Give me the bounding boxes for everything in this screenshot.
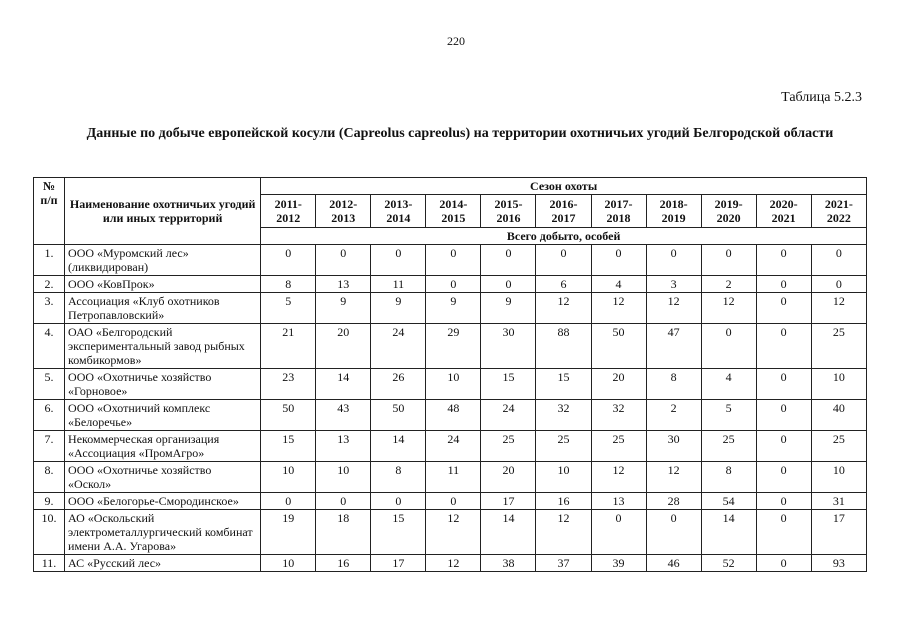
header-season-group: Сезон охоты: [261, 178, 867, 195]
table-header: [34, 178, 867, 245]
harvest-value: 12: [701, 293, 756, 324]
harvest-value: 4: [591, 276, 646, 293]
harvest-value: 10: [316, 462, 371, 493]
harvest-value: 0: [261, 245, 316, 276]
harvest-value: 0: [756, 400, 811, 431]
harvest-value: 12: [536, 510, 591, 555]
harvest-value: 43: [316, 400, 371, 431]
harvest-value: 25: [811, 431, 866, 462]
harvest-value: 28: [646, 493, 701, 510]
season-header: 2011-2012: [261, 195, 316, 228]
harvest-value: 24: [481, 400, 536, 431]
harvest-value: 9: [481, 293, 536, 324]
harvest-value: 0: [481, 276, 536, 293]
season-header: 2014-2015: [426, 195, 481, 228]
harvest-value: 5: [261, 293, 316, 324]
harvest-value: 0: [371, 493, 426, 510]
table-row: [34, 400, 867, 431]
harvest-value: 20: [481, 462, 536, 493]
table-row: [34, 431, 867, 462]
harvest-value: 24: [426, 431, 481, 462]
harvest-value: 32: [536, 400, 591, 431]
row-number: 8.: [34, 462, 65, 493]
harvest-value: 0: [756, 462, 811, 493]
header-number-line1: №: [42, 179, 56, 193]
harvest-value: 18: [316, 510, 371, 555]
harvest-value: 12: [646, 462, 701, 493]
organization-name: Ассоциация «Клуб охотников Петропавловский»: [65, 293, 261, 324]
harvest-value: 0: [756, 431, 811, 462]
harvest-value: 50: [261, 400, 316, 431]
harvest-value: 13: [591, 493, 646, 510]
harvest-value: 50: [371, 400, 426, 431]
harvest-value: 2: [646, 400, 701, 431]
harvest-value: 14: [316, 369, 371, 400]
organization-name: ООО «Белогорье-Смородинское»: [65, 493, 261, 510]
harvest-value: 30: [646, 431, 701, 462]
harvest-value: 25: [811, 324, 866, 369]
row-number: 10.: [34, 510, 65, 555]
harvest-value: 3: [646, 276, 701, 293]
harvest-value: 13: [316, 431, 371, 462]
row-number: 6.: [34, 400, 65, 431]
harvest-value: 10: [536, 462, 591, 493]
harvest-value: 25: [481, 431, 536, 462]
table-row: [34, 293, 867, 324]
harvest-value: 39: [591, 555, 646, 572]
table-row: [34, 324, 867, 369]
header-number-cell: [34, 178, 65, 245]
harvest-value: 25: [701, 431, 756, 462]
harvest-value: 8: [371, 462, 426, 493]
harvest-value: 0: [756, 293, 811, 324]
harvest-value: 19: [261, 510, 316, 555]
harvest-value: 0: [316, 245, 371, 276]
organization-name: ООО «КовПрок»: [65, 276, 261, 293]
harvest-value: 2: [701, 276, 756, 293]
harvest-value: 15: [481, 369, 536, 400]
table-row: [34, 555, 867, 572]
harvest-value: 0: [646, 510, 701, 555]
harvest-value: 6: [536, 276, 591, 293]
harvest-value: 40: [811, 400, 866, 431]
harvest-value: 0: [481, 245, 536, 276]
harvest-value: 24: [371, 324, 426, 369]
harvest-value: 0: [756, 493, 811, 510]
harvest-value: 0: [756, 555, 811, 572]
table-row: [34, 493, 867, 510]
harvest-value: 46: [646, 555, 701, 572]
organization-name: АС «Русский лес»: [65, 555, 261, 572]
harvest-value: 0: [811, 245, 866, 276]
harvest-value: 0: [536, 245, 591, 276]
harvest-value: 0: [756, 369, 811, 400]
harvest-value: 10: [811, 462, 866, 493]
season-header: 2019-2020: [701, 195, 756, 228]
table-label: Таблица 5.2.3: [781, 90, 862, 105]
harvest-value: 17: [371, 555, 426, 572]
harvest-value: 31: [811, 493, 866, 510]
row-number: 7.: [34, 431, 65, 462]
harvest-value: 15: [261, 431, 316, 462]
organization-name: ОАО «Белгородский экспериментальный завод рыбных комбикормов»: [65, 324, 261, 369]
row-number: 9.: [34, 493, 65, 510]
table-row: [34, 510, 867, 555]
harvest-value: 0: [646, 245, 701, 276]
harvest-value: 12: [591, 293, 646, 324]
harvest-value: 0: [756, 510, 811, 555]
row-number: 3.: [34, 293, 65, 324]
harvest-value: 52: [701, 555, 756, 572]
row-number: 11.: [34, 555, 65, 572]
harvest-value: 4: [701, 369, 756, 400]
harvest-value: 54: [701, 493, 756, 510]
harvest-value: 0: [701, 245, 756, 276]
harvest-value: 37: [536, 555, 591, 572]
table-row: [34, 462, 867, 493]
harvest-value: 0: [316, 493, 371, 510]
harvest-value: 47: [646, 324, 701, 369]
harvest-value: 0: [811, 276, 866, 293]
harvest-value: 21: [261, 324, 316, 369]
harvest-value: 14: [371, 431, 426, 462]
table-row: [34, 245, 867, 276]
harvest-value: 10: [811, 369, 866, 400]
harvest-value: 0: [426, 245, 481, 276]
harvest-value: 17: [481, 493, 536, 510]
harvest-value: 8: [701, 462, 756, 493]
harvest-value: 0: [591, 510, 646, 555]
season-header: 2020-2021: [756, 195, 811, 228]
harvest-value: 20: [316, 324, 371, 369]
harvest-value: 25: [536, 431, 591, 462]
harvest-value: 25: [591, 431, 646, 462]
row-number: 2.: [34, 276, 65, 293]
harvest-value: 14: [701, 510, 756, 555]
harvest-value: 11: [371, 276, 426, 293]
harvest-value: 14: [481, 510, 536, 555]
header-name-cell: Наименование охотничьих угодий или иных территорий: [65, 178, 261, 245]
harvest-value: 8: [646, 369, 701, 400]
row-number: 5.: [34, 369, 65, 400]
season-header: 2016-2017: [536, 195, 591, 228]
harvest-value: 0: [756, 276, 811, 293]
harvest-value: 93: [811, 555, 866, 572]
harvest-value: 12: [811, 293, 866, 324]
harvest-value: 12: [426, 510, 481, 555]
organization-name: ООО «Охотничье хозяйство «Оскол»: [65, 462, 261, 493]
harvest-value: 15: [536, 369, 591, 400]
season-header: 2017-2018: [591, 195, 646, 228]
harvest-value: 11: [426, 462, 481, 493]
harvest-value: 0: [426, 493, 481, 510]
season-header: 2012-2013: [316, 195, 371, 228]
harvest-value: 0: [756, 245, 811, 276]
organization-name: ООО «Муромский лес» (ликвидирован): [65, 245, 261, 276]
harvest-value: 5: [701, 400, 756, 431]
harvest-value: 12: [646, 293, 701, 324]
harvest-value: 23: [261, 369, 316, 400]
harvest-value: 10: [426, 369, 481, 400]
table-row: [34, 369, 867, 400]
row-number: 4.: [34, 324, 65, 369]
harvest-value: 30: [481, 324, 536, 369]
organization-name: ООО «Охотничье хозяйство «Горновое»: [65, 369, 261, 400]
table-title: Данные по добыче европейской косули (Capreolus capreolus) на территории охотничьих угодий Белгородской области: [86, 126, 834, 141]
harvest-value: 32: [591, 400, 646, 431]
harvest-value: 0: [371, 245, 426, 276]
header-total-label: Всего добыто, особей: [261, 228, 867, 245]
harvest-value: 38: [481, 555, 536, 572]
harvest-value: 0: [261, 493, 316, 510]
harvest-value: 48: [426, 400, 481, 431]
organization-name: Некоммерческая организация «Ассоциация «ПромАгро»: [65, 431, 261, 462]
organization-name: АО «Оскольский электрометаллургический комбинат имени А.А. Угарова»: [65, 510, 261, 555]
harvest-value: 20: [591, 369, 646, 400]
harvest-value: 9: [426, 293, 481, 324]
harvest-value: 16: [536, 493, 591, 510]
harvest-value: 15: [371, 510, 426, 555]
page-number: 220: [447, 34, 465, 48]
harvest-value: 0: [701, 324, 756, 369]
season-header: 2021-2022: [811, 195, 866, 228]
harvest-value: 0: [756, 324, 811, 369]
harvest-table: [33, 177, 867, 572]
table-row: [34, 276, 867, 293]
harvest-value: 29: [426, 324, 481, 369]
harvest-value: 13: [316, 276, 371, 293]
harvest-value: 16: [316, 555, 371, 572]
harvest-value: 12: [536, 293, 591, 324]
organization-name: ООО «Охотничий комплекс «Белоречье»: [65, 400, 261, 431]
harvest-value: 12: [591, 462, 646, 493]
header-number-line2: п/п: [40, 193, 58, 207]
harvest-value: 26: [371, 369, 426, 400]
season-header: 2013-2014: [371, 195, 426, 228]
harvest-value: 50: [591, 324, 646, 369]
harvest-value: 8: [261, 276, 316, 293]
harvest-value: 9: [371, 293, 426, 324]
harvest-value: 88: [536, 324, 591, 369]
harvest-value: 10: [261, 462, 316, 493]
season-header: 2018-2019: [646, 195, 701, 228]
harvest-value: 0: [591, 245, 646, 276]
table-body: [34, 245, 867, 572]
harvest-value: 10: [261, 555, 316, 572]
row-number: 1.: [34, 245, 65, 276]
harvest-value: 17: [811, 510, 866, 555]
harvest-value: 0: [426, 276, 481, 293]
harvest-value: 9: [316, 293, 371, 324]
harvest-value: 12: [426, 555, 481, 572]
season-header: 2015-2016: [481, 195, 536, 228]
